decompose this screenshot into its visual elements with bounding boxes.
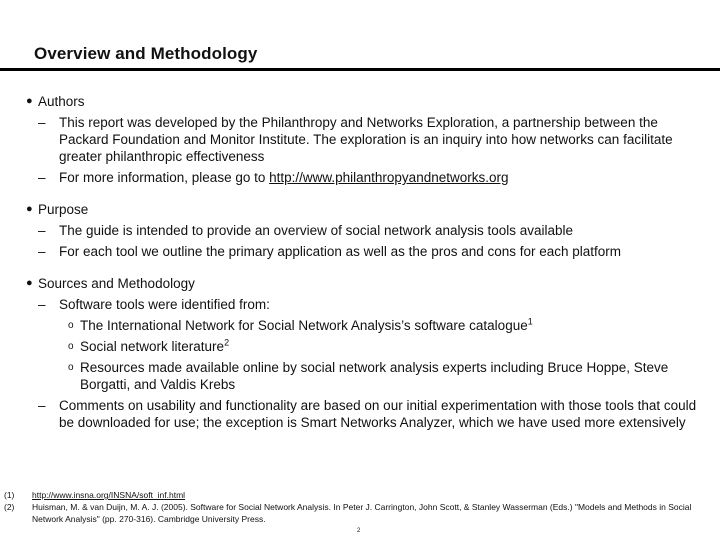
list-item-text: For more information, please go to	[59, 170, 270, 185]
footnote-number: (1)	[4, 490, 15, 500]
bullet-dot-icon: ●	[26, 95, 33, 107]
bullet-dot-icon: ●	[26, 277, 33, 289]
circle-bullet-icon: o	[68, 341, 74, 352]
list-item-text: For each tool we outline the primary application as well as the pros and cons for each platform	[59, 244, 622, 259]
section-sources-methodology	[26, 275, 706, 431]
section-heading: Authors	[38, 94, 85, 109]
list-item	[38, 397, 706, 431]
list-item	[38, 222, 706, 239]
footnote-text: Huisman, M. & van Duijn, M. A. J. (2005). Software for Social Network Analysis. In Peter J. Carrington, John Scott, & Stanley Wasserman (Eds.) "Models and Methods in Social Network Analysis" (pp. 270-316). Cambridge University Press.	[32, 502, 692, 524]
dash-icon: –	[38, 115, 46, 130]
section-heading: Sources and Methodology	[38, 276, 195, 291]
list-item-text: The guide is intended to provide an overview of social network analysis tools available	[59, 223, 574, 238]
footnote-link[interactable]: http://www.insna.org/INSNA/soft_inf.html	[32, 490, 186, 500]
circle-bullet-icon: o	[68, 362, 74, 373]
dash-icon: –	[38, 297, 46, 312]
slide-content	[26, 93, 706, 431]
section-heading: Purpose	[38, 202, 89, 217]
footnote-ref: 1	[527, 316, 533, 327]
list-item-text: Comments on usability and functionality are based on our initial experimentation with those tools that could be downloaded for use; the exception is Smart Networks Analyzer, which we have used more extensively	[59, 398, 697, 430]
section-authors	[26, 93, 706, 186]
footnote	[4, 501, 704, 525]
sub-list-item-text: The International Network for Social Network Analysis’s software catalogue	[80, 318, 528, 333]
page-number: 2	[357, 528, 361, 534]
dash-icon: –	[38, 398, 46, 413]
sub-list-item-text: Resources made available online by social network analysis experts including Bruce Hoppe, Steve Borgatti, and Valdis Krebs	[80, 360, 669, 392]
footnote	[4, 489, 704, 501]
sub-list-item	[68, 338, 706, 355]
footnote-ref: 2	[224, 337, 230, 348]
list-item	[38, 243, 706, 260]
footnote-number: (2)	[4, 502, 15, 512]
sub-list-item	[68, 359, 706, 393]
website-link[interactable]: http://www.philanthropyandnetworks.org	[269, 170, 509, 185]
list-item-text: This report was developed by the Philanthropy and Networks Exploration, a partnership between the Packard Foundation and Monitor Institute. The exploration is an inquiry into how networks can facilitate greater philanthropic effectiveness	[59, 115, 673, 164]
section-purpose	[26, 201, 706, 260]
sub-list-item	[68, 317, 706, 334]
list-item	[38, 296, 706, 313]
dash-icon: –	[38, 244, 46, 259]
title-divider	[0, 68, 720, 71]
sub-list-item-text: Social network literature	[80, 339, 225, 354]
list-item	[38, 169, 706, 186]
dash-icon: –	[38, 170, 46, 185]
footnotes	[4, 489, 704, 525]
slide-title: Overview and Methodology	[34, 44, 258, 63]
circle-bullet-icon: o	[68, 320, 74, 331]
list-item	[38, 114, 706, 165]
bullet-dot-icon: ●	[26, 203, 33, 215]
dash-icon: –	[38, 223, 46, 238]
list-item-text: Software tools were identified from:	[59, 297, 270, 312]
